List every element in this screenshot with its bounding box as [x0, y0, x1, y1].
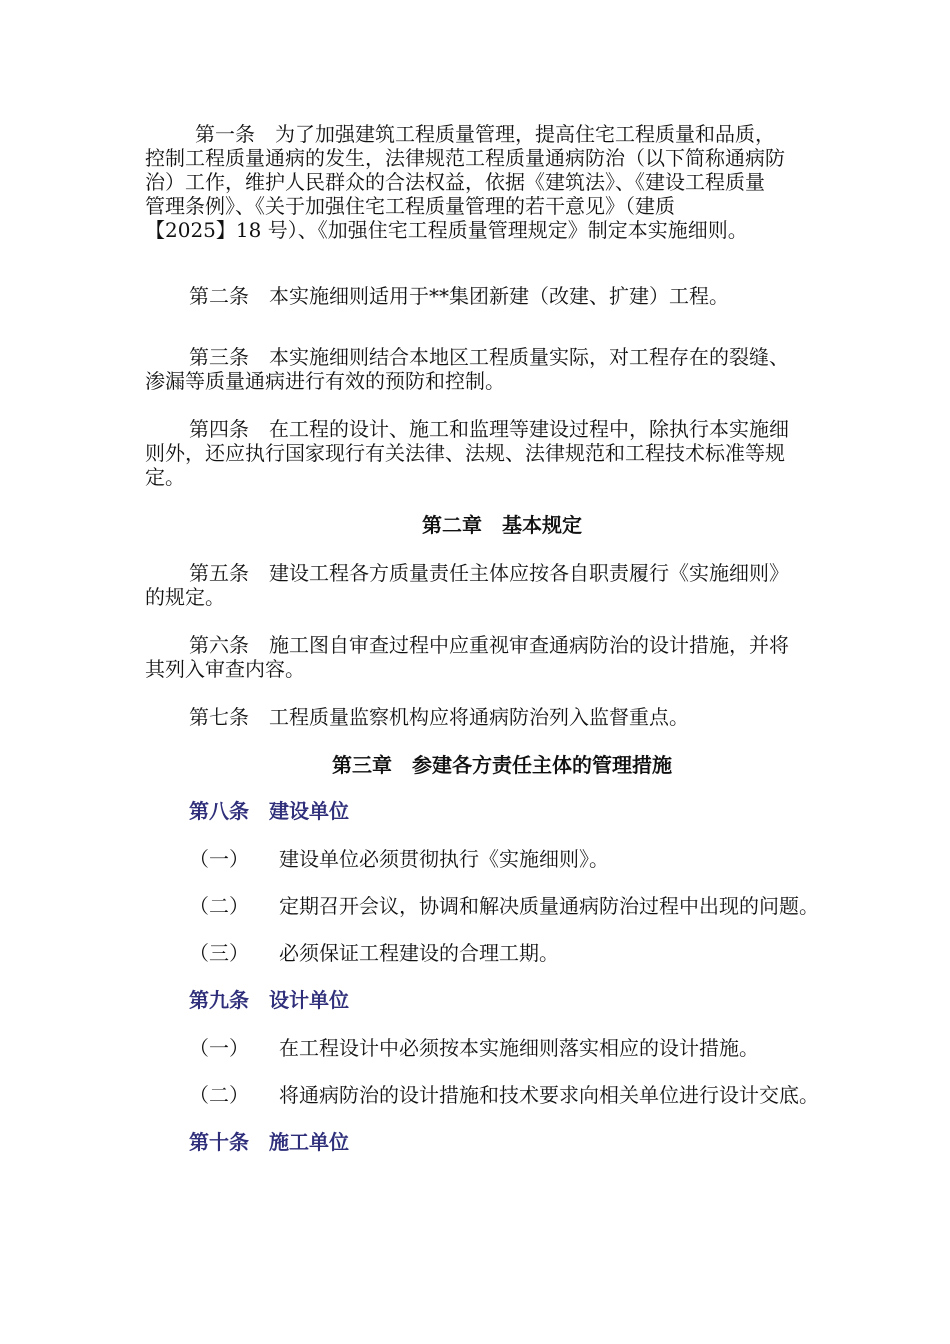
chapter-2-heading: 第二章 基本规定 [422, 513, 582, 537]
article-6 [145, 633, 861, 681]
article-1 [145, 122, 861, 242]
article-10-title: 第十条 施工单位 [189, 1130, 349, 1154]
list-item-number: （一） [189, 1036, 249, 1060]
article-4 [145, 417, 861, 489]
article-1-line: 管理条例》、《关于加强住宅工程质量管理的若干意见》（建质 [145, 194, 675, 218]
article-3-line: 第三条 本实施细则结合本地区工程质量实际，对工程存在的裂缝、 [189, 345, 789, 369]
list-item [189, 1036, 759, 1060]
list-item-text: 必须保证工程建设的合理工期。 [279, 941, 559, 965]
list-item-number: （三） [189, 941, 249, 965]
article-3-line: 渗漏等质量通病进行有效的预防和控制。 [145, 369, 505, 393]
article-1-line: 【2025】18 号）、《加强住宅工程质量管理规定》制定本实施细则。 [145, 218, 748, 242]
article-1-line: 控制工程质量通病的发生，法律规范工程质量通病防治（以下简称通病防 [145, 146, 785, 170]
list-item [189, 847, 609, 871]
list-item-text: 在工程设计中必须按本实施细则落实相应的设计措施。 [279, 1036, 759, 1060]
article-7 [145, 705, 861, 729]
article-5 [145, 561, 861, 609]
list-item-text: 将通病防治的设计措施和技术要求向相关单位进行设计交底。 [279, 1083, 819, 1107]
article-2-line: 第二条 本实施细则适用于**集团新建（改建、扩建）工程。 [189, 284, 729, 308]
list-item-number: （二） [189, 894, 249, 918]
article-3 [145, 345, 861, 393]
chapter-3-heading: 第三章 参建各方责任主体的管理措施 [332, 753, 672, 777]
list-item [189, 941, 559, 965]
list-item [189, 894, 819, 918]
article-6-line: 第六条 施工图自审查过程中应重视审查通病防治的设计措施，并将 [189, 633, 789, 657]
article-5-line: 第五条 建设工程各方质量责任主体应按各自职责履行《实施细则》 [189, 561, 789, 585]
article-6-line: 其列入审查内容。 [145, 657, 305, 681]
list-item-number: （二） [189, 1083, 249, 1107]
list-item-text: 建设单位必须贯彻执行《实施细则》。 [279, 847, 609, 871]
article-4-line: 第四条 在工程的设计、施工和监理等建设过程中，除执行本实施细 [189, 417, 789, 441]
article-5-line: 的规定。 [145, 585, 225, 609]
list-item-text: 定期召开会议，协调和解决质量通病防治过程中出现的问题。 [279, 894, 819, 918]
article-9-title: 第九条 设计单位 [189, 988, 349, 1012]
list-item-number: （一） [189, 847, 249, 871]
article-7-line: 第七条 工程质量监察机构应将通病防治列入监督重点。 [189, 705, 689, 729]
article-2 [145, 284, 861, 308]
article-4-line: 则外，还应执行国家现行有关法律、法规、法律规范和工程技术标准等规 [145, 441, 785, 465]
list-item [189, 1083, 819, 1107]
article-8-title: 第八条 建设单位 [189, 799, 349, 823]
article-1-line: 治）工作，维护人民群众的合法权益，依据《建筑法》、《建设工程质量 [145, 170, 765, 194]
article-1-line: 第一条 为了加强建筑工程质量管理，提高住宅工程质量和品质， [195, 122, 775, 146]
article-4-line: 定。 [145, 465, 185, 489]
